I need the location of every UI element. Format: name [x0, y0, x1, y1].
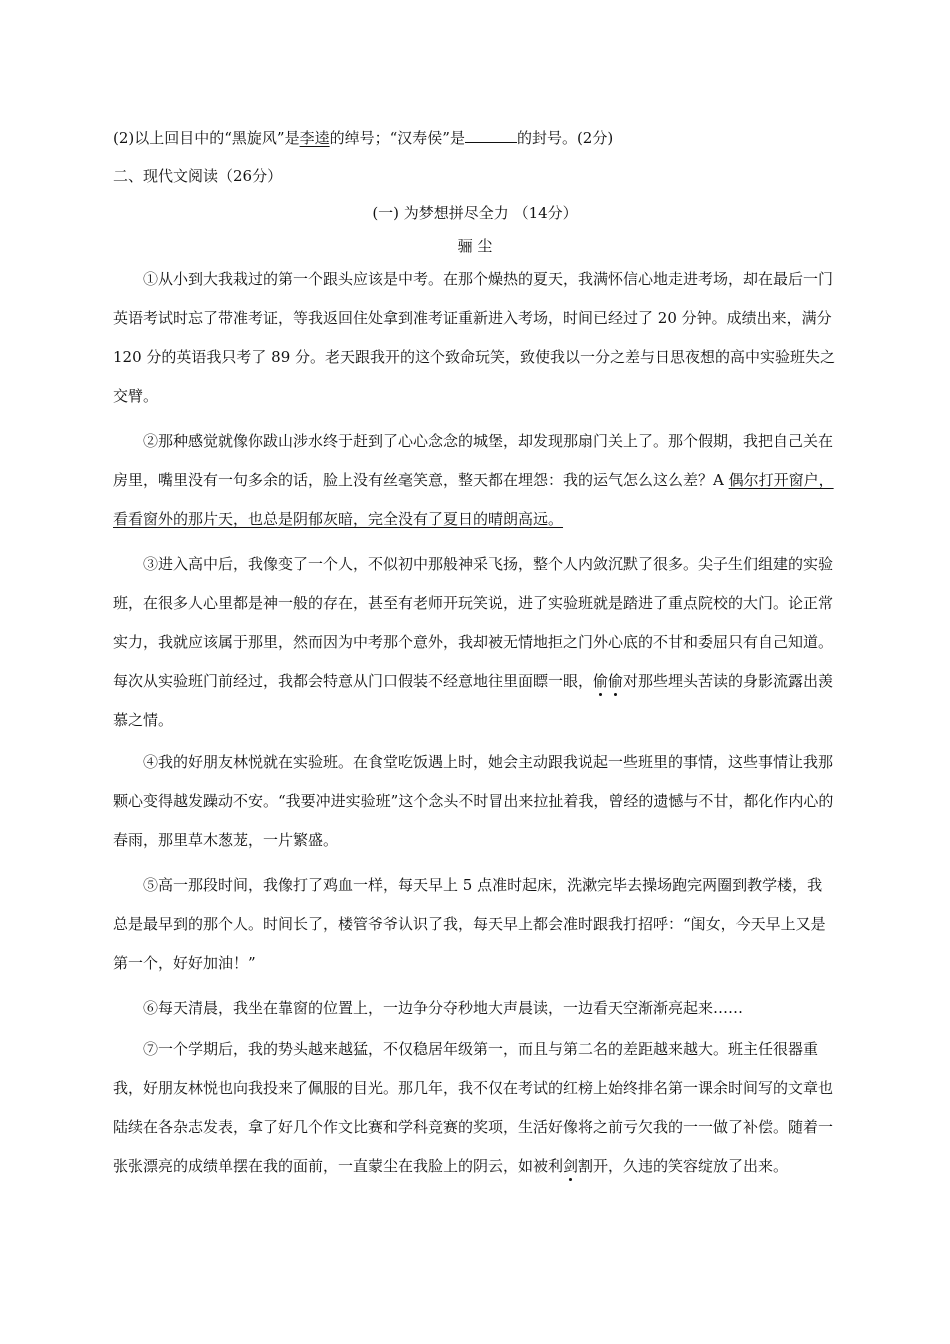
emphasis-dot-char: 偷	[593, 672, 609, 690]
paragraph-2-underlined-sentence-A: 偶尔打开窗户，看看窗外的那片天，也总是阴郁灰暗，完全没有了夏日的晴朗高远。	[113, 471, 834, 528]
paragraph-1-text: 从小到大我栽过的第一个跟头应该是中考。在那个燥热的夏天，我满怀信心地走进考场，却在最后一门英语考试时忘了带准考证，等我返回住处拿到准考证重新进入考场，时间已经过了 20 分钟。成绩出来，满分 120 分的英语我只考了 89 分。老天跟我开的这个致命玩笑，致使我以一分之差与日思夜想的高中实验班失之交臂。	[113, 270, 836, 405]
paragraph-2-text: 那种感觉就像你跋山涉水终于赶到了心心念念的城堡，却发现那扇门关上了。那个假期，我把自己关在房里，嘴里没有一句多余的话，脸上没有丝毫笑意，整天都在埋怨：我的运气怎么这么差？A	[113, 432, 834, 489]
paragraph-7	[113, 1030, 837, 1186]
article-author: 骊 尘	[457, 237, 493, 255]
paragraph-2	[113, 422, 837, 539]
paragraph-7-number: ⑦	[143, 1040, 159, 1058]
paragraph-6-text: 每天清晨，我坐在靠窗的位置上，一边争分夺秒地大声晨读，一边看天空渐渐亮起来……	[158, 999, 744, 1017]
paragraph-5-number: ⑤	[143, 876, 159, 894]
paragraph-7-dotted-word	[563, 1157, 578, 1175]
section-title: 二、现代文阅读（26分）	[113, 167, 283, 185]
paragraph-5	[113, 866, 837, 983]
paragraph-2-number: ②	[143, 432, 159, 450]
paragraph-6-number: ⑥	[143, 999, 159, 1017]
paragraph-3-dotted-word	[593, 672, 623, 690]
q2-prefix: (2)以上回目中的“黑旋风”是	[113, 129, 300, 147]
paragraph-5-text: 高一那段时间，我像打了鸡血一样，每天早上 5 点准时起床，洗漱完毕去操场跑完两圈到教学楼，我总是最早到的那个人。时间长了，楼管爷爷认识了我，每天早上都会准时跟我打招呼：“闺女，今天早上又是第一个，好好加油！”	[113, 876, 826, 972]
emphasis-dot-char: 剑	[563, 1157, 579, 1175]
paragraph-4	[113, 743, 837, 860]
paragraph-4-text: 我的好朋友林悦就在实验班。在食堂吃饭遇上时，她会主动跟我说起一些班里的事情，这些事情让我那颗心变得越发躁动不安。“我要冲进实验班”这个念头不时冒出来拉扯着我，曾经的遗憾与不甘，都化作内心的春雨，那里草木葱茏，一片繁盛。	[113, 753, 834, 849]
paragraph-4-number: ④	[143, 753, 159, 771]
paragraph-3-text-before: 进入高中后，我像变了一个人，不似初中那般神采飞扬，整个人内敛沉默了很多。尖子生们组建的实验班，在很多人心里都是神一般的存在，甚至有老师开玩笑说，进了实验班就是踏进了重点院校的大门。论正常实力，我就应该属于那里，然而因为中考那个意外，我却被无情地拒之门外心底的不甘和委屈只有自己知道。每次从实验班门前经过，我都会特意从门口假装不经意地往里面瞟一眼，	[113, 555, 834, 690]
paragraph-1-number: ①	[143, 270, 159, 288]
subsection-title: (一) 为梦想拼尽全力 （14分）	[372, 204, 578, 222]
paragraph-1	[113, 260, 837, 416]
emphasis-dot-char: 偷	[608, 672, 624, 690]
q2-suffix: 的封号。(2分)	[516, 129, 614, 147]
question-2	[113, 128, 613, 148]
q2-middle: 的绰号；“汉寿侯”是	[329, 129, 465, 147]
paragraph-6	[113, 989, 837, 1028]
paragraph-7-text-before: 一个学期后，我的势头越来越猛，不仅稳居年级第一，而且与第二名的差距越来越大。班主任很器重我，好朋友林悦也向我投来了佩服的目光。那几年，我不仅在考试的红榜上始终排名第一课余时间写的文章也陆续在各杂志发表，拿了好几个作文比赛和学科竞赛的奖项，生活好像将之前亏欠我的一一做了补偿。随着一张张漂亮的成绩单摆在我的面前，一直蒙尘在我脸上的阴云，如被利	[113, 1040, 834, 1175]
paragraph-3-number: ③	[143, 555, 159, 573]
paragraph-3	[113, 545, 837, 740]
q2-blank[interactable]	[465, 128, 517, 143]
paragraph-7-text-after: 割开，久违的笑容绽放了出来。	[578, 1157, 789, 1175]
q2-answer-liKui: 李逵	[299, 129, 330, 147]
paragraph-3-text-after: 对那些埋头苦读的身影流露出羡慕之情。	[113, 672, 834, 729]
